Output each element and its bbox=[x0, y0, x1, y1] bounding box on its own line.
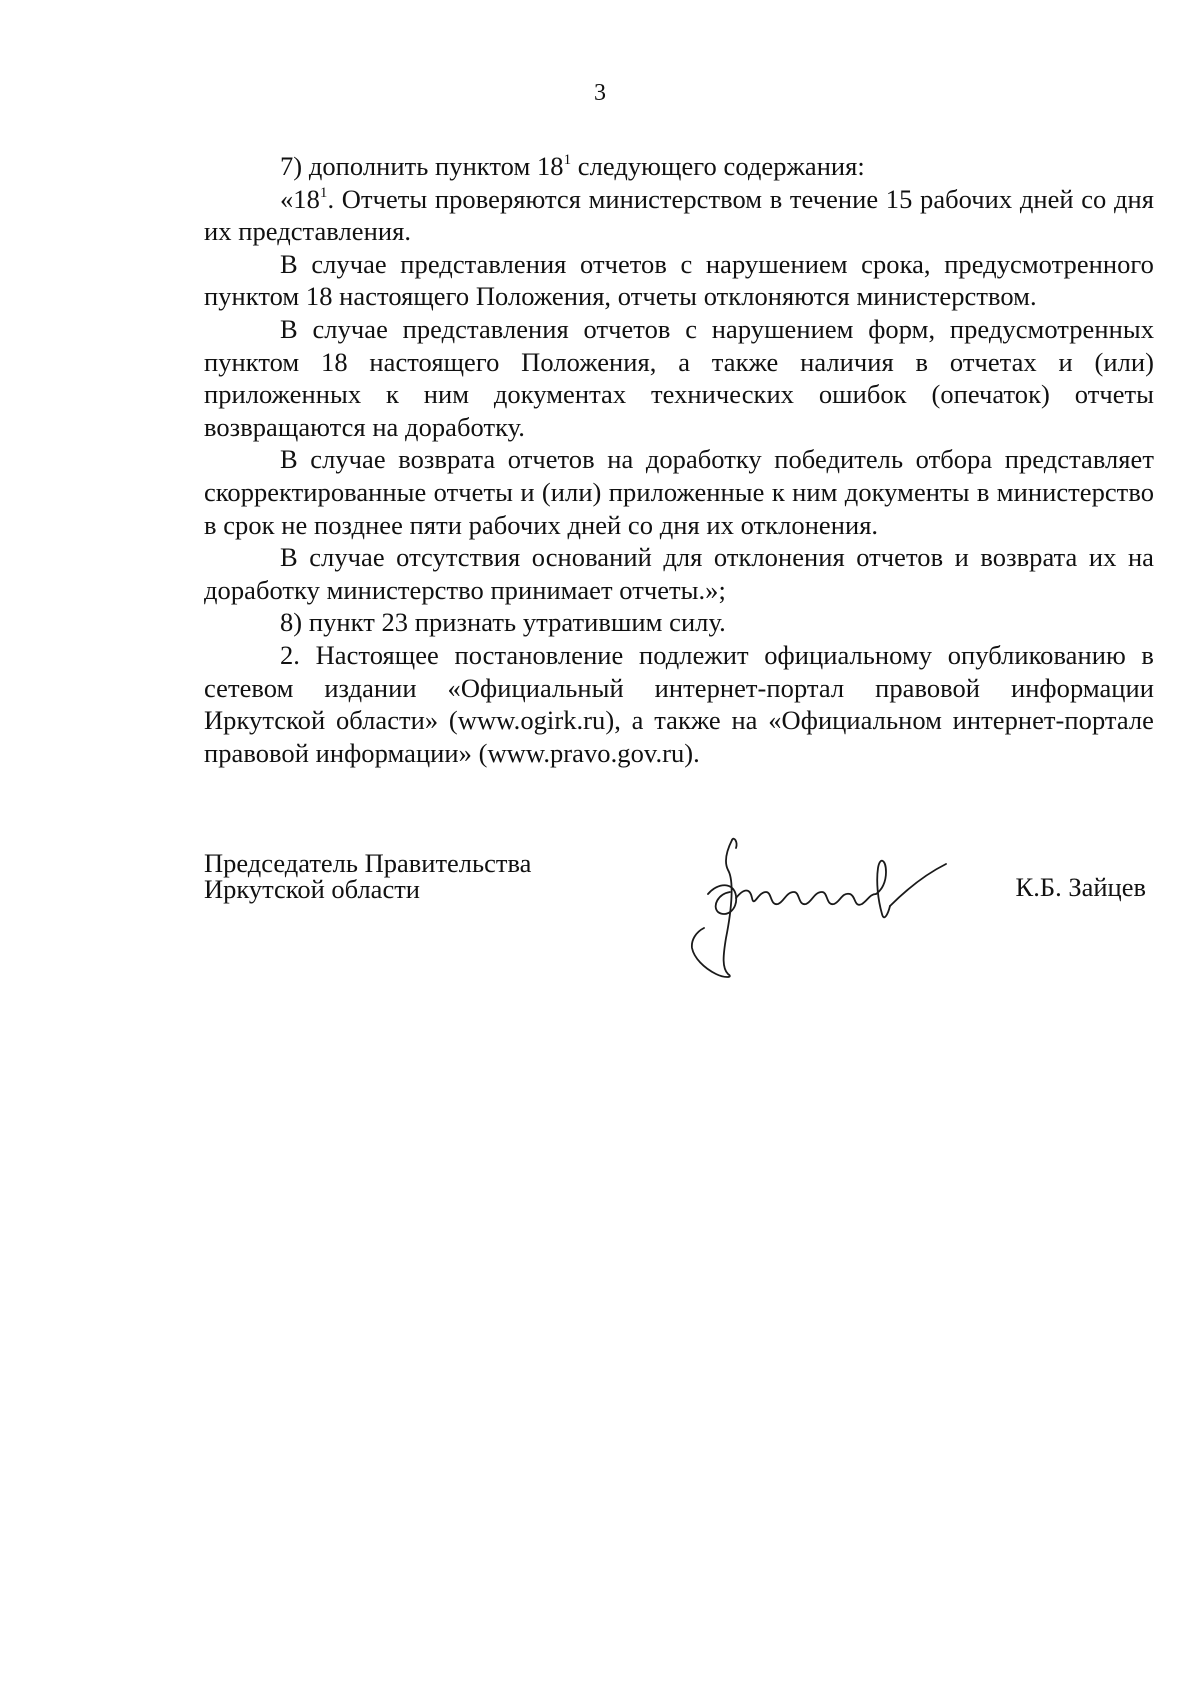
superscript: 1 bbox=[319, 184, 328, 201]
page-number: 3 bbox=[594, 80, 606, 106]
paragraph-acceptance: В случае отсутствия оснований для отклонения отчетов и возврата их на доработку министерство принимает отчеты.»; bbox=[204, 542, 1154, 605]
paragraph-revision-return: В случае возврата отчетов на доработку победитель отбора представляет скорректированные отчеты и (или) приложенные к ним документы в министерство в срок не позднее пяти рабочих дней со дня их отклонения. bbox=[204, 444, 1154, 540]
superscript: 1 bbox=[563, 151, 572, 168]
paragraph-item-7: 7) дополнить пунктом $18^1$ следующего содержания: bbox=[280, 151, 865, 181]
paragraph-deadline-violation: В случае представления отчетов с нарушением срока, предусмотренного пунктом 18 настоящего Положения, отчеты отклоняются министерством. bbox=[204, 248, 1154, 312]
paragraph-publication: 2. Настоящее постановление подлежит официальному опубликованию в сетевом издании «Официальный интернет-портал правовой информации Иркутской области» (www.ogirk.ru), а также на «Официальном интернет-портале правовой информации» (www.pravo.gov.ru). bbox=[204, 639, 1154, 768]
handwritten-signature bbox=[674, 828, 954, 978]
paragraph-clause-18-1: «$18^1$. Отчеты проверяются министерством в течение 15 рабочих дней со дня их представления. bbox=[204, 183, 1154, 247]
signature-block bbox=[204, 850, 1154, 980]
signatory-title: Председатель Правительства Иркутской области bbox=[204, 848, 532, 904]
document-body bbox=[204, 150, 1154, 769]
paragraph-form-violation: В случае представления отчетов с нарушением форм, предусмотренных пунктом 18 настоящего Положения, а также наличия в отчетах и (или) приложенных к ним документах технических ошибок (опечаток) отчеты возвращаются на доработку. bbox=[204, 313, 1154, 442]
paragraph-item-8: 8) пункт 23 признать утратившим силу. bbox=[280, 607, 726, 638]
signatory-name: К.Б. Зайцев bbox=[1015, 872, 1146, 902]
